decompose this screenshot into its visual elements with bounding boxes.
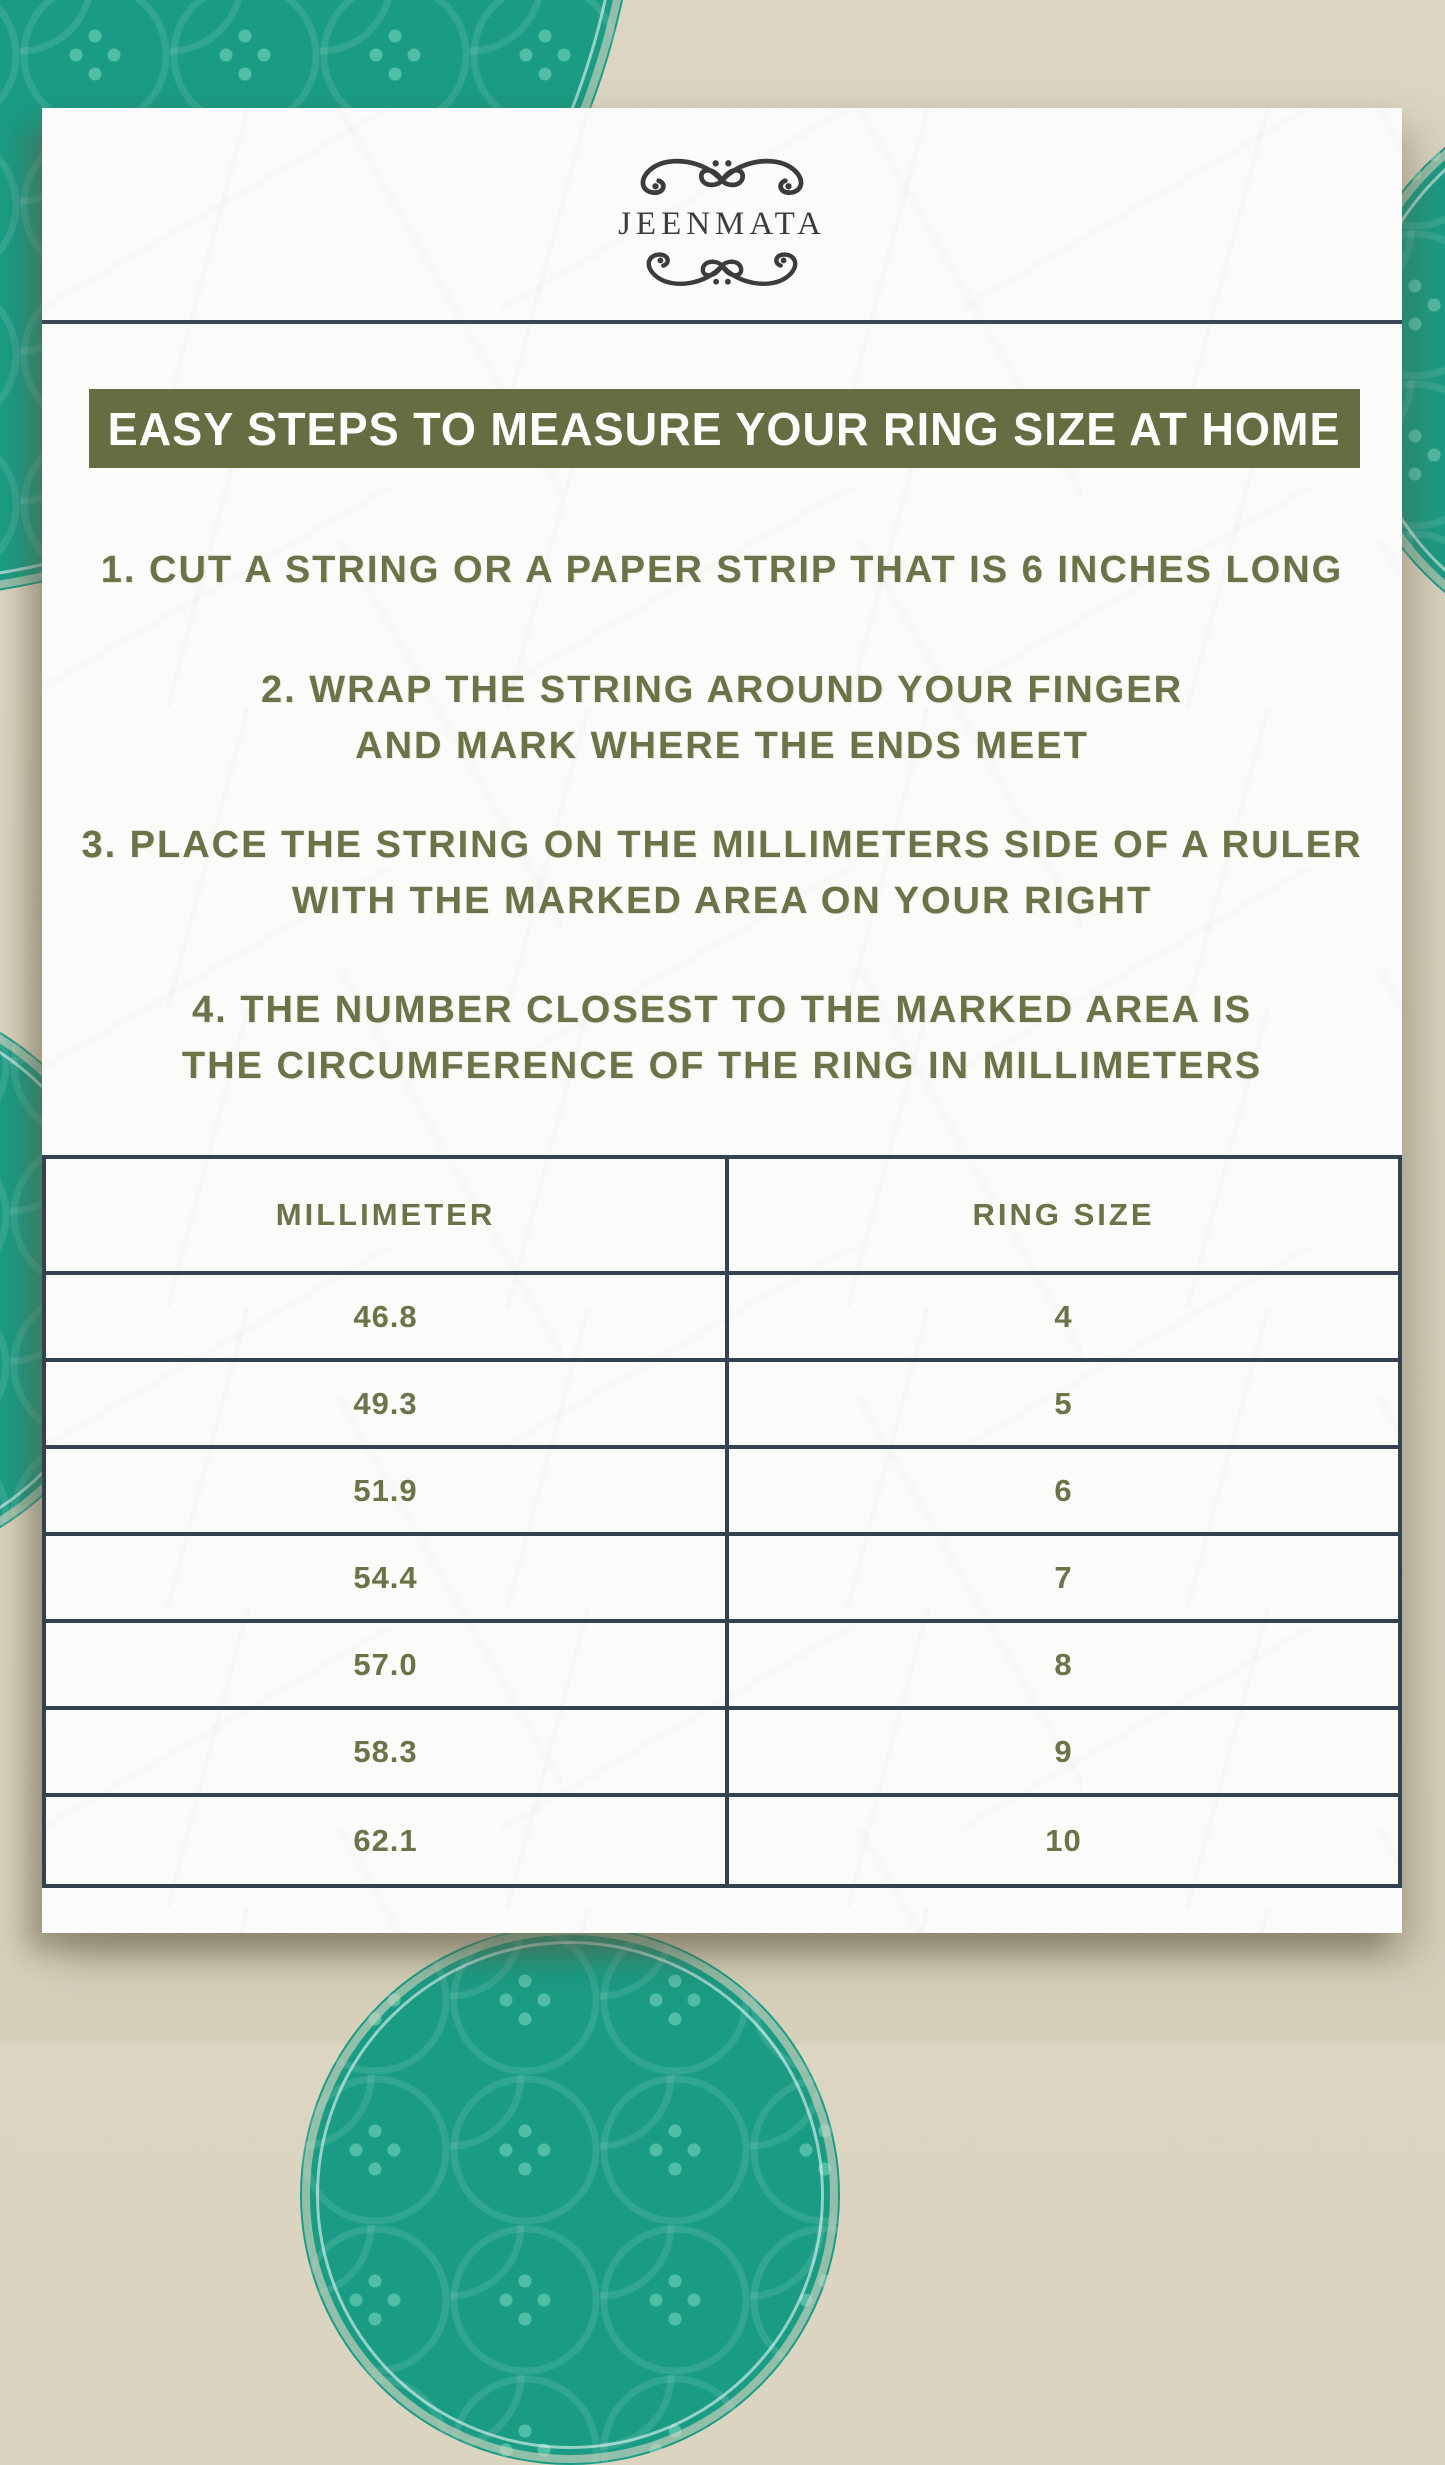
step-2-line-2: AND MARK WHERE THE ENDS MEET xyxy=(355,725,1089,767)
step-2 xyxy=(42,662,1402,774)
table-row-3-ring-size: 7 xyxy=(729,1536,1398,1623)
step-4-line-2: THE CIRCUMFERENCE OF THE RING IN MILLIMETERS xyxy=(181,1045,1263,1087)
step-1-line-1: 1. CUT A STRING OR A PAPER STRIP THAT IS 6 INCHES LONG xyxy=(100,549,1344,591)
ring-size-table xyxy=(42,1155,1402,1888)
title-banner xyxy=(89,389,1360,468)
page-title: EASY STEPS TO MEASURE YOUR RING SIZE AT HOME xyxy=(108,402,1341,455)
table-row-0-ring-size: 4 xyxy=(729,1275,1398,1362)
step-4 xyxy=(42,982,1402,1094)
column-header-millimeter: MILLIMETER xyxy=(46,1159,729,1275)
table-row-2-ring-size: 6 xyxy=(729,1449,1398,1536)
table-row-5-millimeter: 58.3 xyxy=(46,1710,729,1797)
table-row-1-ring-size: 5 xyxy=(729,1362,1398,1449)
flourish-top-icon xyxy=(627,152,817,200)
table-row-4-ring-size: 8 xyxy=(729,1623,1398,1710)
step-3-line-2: WITH THE MARKED AREA ON YOUR RIGHT xyxy=(291,880,1153,922)
header-divider xyxy=(42,320,1402,324)
table-row-3-millimeter: 54.4 xyxy=(46,1536,729,1623)
step-3-line-1: 3. PLACE THE STRING ON THE MILLIMETERS SIDE OF A RULER xyxy=(81,824,1363,866)
guide-card xyxy=(42,108,1402,1933)
brand-name: JEENMATA xyxy=(618,206,826,242)
table-row-1-millimeter: 49.3 xyxy=(46,1362,729,1449)
step-2-line-1: 2. WRAP THE STRING AROUND YOUR FINGER xyxy=(260,669,1184,711)
table-row-5-ring-size: 9 xyxy=(729,1710,1398,1797)
step-1 xyxy=(42,542,1402,598)
table-row-6-millimeter: 62.1 xyxy=(46,1797,729,1884)
step-3 xyxy=(42,817,1402,929)
table-row-6-ring-size: 10 xyxy=(1045,1822,1082,1858)
table-row-4-millimeter: 57.0 xyxy=(46,1623,729,1710)
table-row-0-millimeter: 46.8 xyxy=(46,1275,729,1362)
decor-circle-bottom xyxy=(300,1925,840,2465)
flourish-bottom-icon xyxy=(627,248,817,292)
column-header-ring-size: RING SIZE xyxy=(729,1159,1398,1275)
brand-logo xyxy=(42,152,1402,292)
step-4-line-1: 4. THE NUMBER CLOSEST TO THE MARKED AREA IS xyxy=(192,989,1252,1031)
table-row-2-millimeter: 51.9 xyxy=(46,1449,729,1536)
